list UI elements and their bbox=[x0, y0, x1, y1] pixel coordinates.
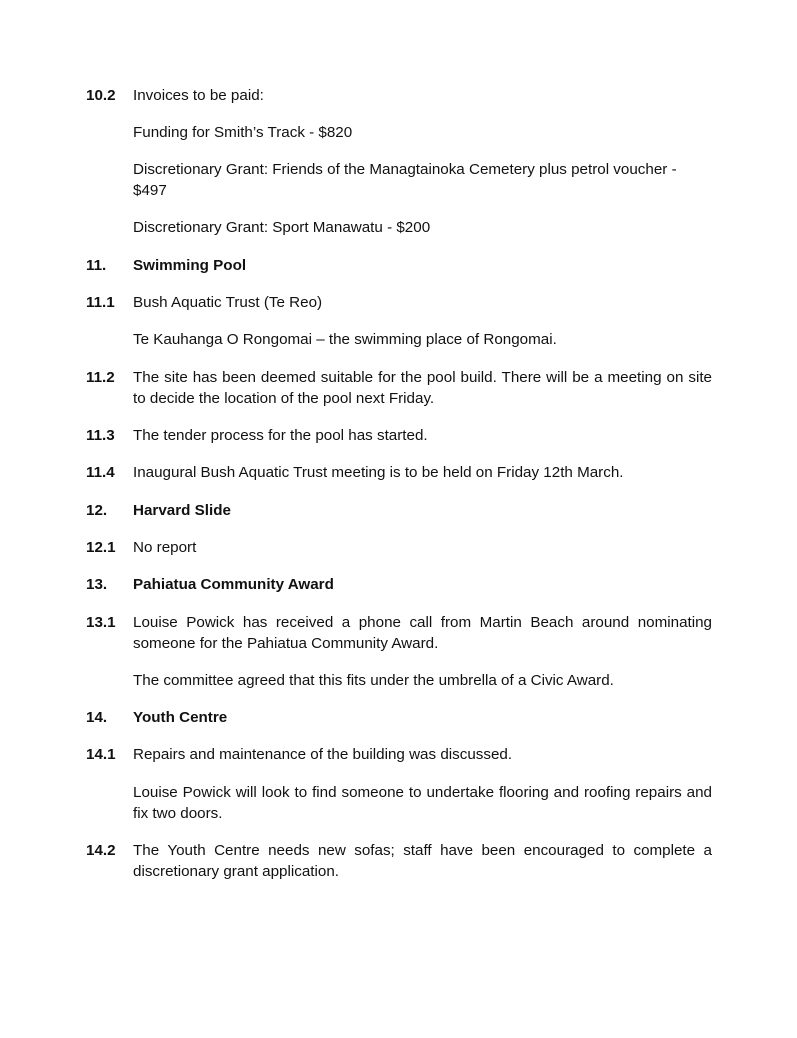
item-text: Louise Powick has received a phone call from Martin Beach around nominating someone for the Pahiatua Community Award. bbox=[133, 614, 712, 652]
paragraph-text: Discretionary Grant: Friends of the Managtainoka Cemetery plus petrol voucher - $497 bbox=[133, 161, 677, 199]
item-number: 11.2 bbox=[86, 369, 115, 386]
item-text: The tender process for the pool has started. bbox=[133, 427, 428, 444]
paragraph-text: The committee agreed that this fits under the umbrella of a Civic Award. bbox=[133, 672, 614, 689]
paragraph-text: Funding for Smith’s Track - $820 bbox=[133, 124, 353, 141]
item-text: Bush Aquatic Trust (Te Reo) bbox=[133, 294, 323, 311]
item-number: 14.1 bbox=[86, 746, 116, 763]
section-number: 13. bbox=[86, 576, 108, 593]
item-number: 13.1 bbox=[86, 614, 116, 631]
paragraph-text: Discretionary Grant: Sport Manawatu - $200 bbox=[133, 219, 431, 236]
item-number: 11.1 bbox=[86, 294, 115, 311]
paragraph-text: Te Kauhanga O Rongomai – the swimming place of Rongomai. bbox=[133, 331, 557, 348]
item-number: 10.2 bbox=[86, 87, 116, 104]
item-text: No report bbox=[133, 539, 197, 556]
item-number: 14.2 bbox=[86, 842, 116, 859]
item-number: 12.1 bbox=[86, 539, 116, 556]
item-text: Repairs and maintenance of the building was discussed. bbox=[133, 746, 513, 763]
item-number: 11.4 bbox=[86, 464, 115, 481]
item-number: 11.3 bbox=[86, 427, 115, 444]
section-number: 14. bbox=[86, 709, 108, 726]
item-text: Invoices to be paid: bbox=[133, 87, 264, 104]
section-title: Swimming Pool bbox=[133, 257, 247, 274]
section-title: Harvard Slide bbox=[133, 502, 231, 519]
paragraph-text: Louise Powick will look to find someone to undertake flooring and roofing repairs and fix two doors. bbox=[133, 784, 712, 822]
section-title: Pahiatua Community Award bbox=[133, 576, 334, 593]
section-number: 11. bbox=[86, 257, 107, 274]
item-text: The site has been deemed suitable for the pool build. There will be a meeting on site to decide the location of the pool next Friday. bbox=[133, 369, 712, 407]
section-title: Youth Centre bbox=[133, 709, 228, 726]
item-text: The Youth Centre needs new sofas; staff have been encouraged to complete a discretionary grant application. bbox=[133, 842, 712, 880]
section-number: 12. bbox=[86, 502, 108, 519]
item-text: Inaugural Bush Aquatic Trust meeting is to be held on Friday 12th March. bbox=[133, 464, 624, 481]
